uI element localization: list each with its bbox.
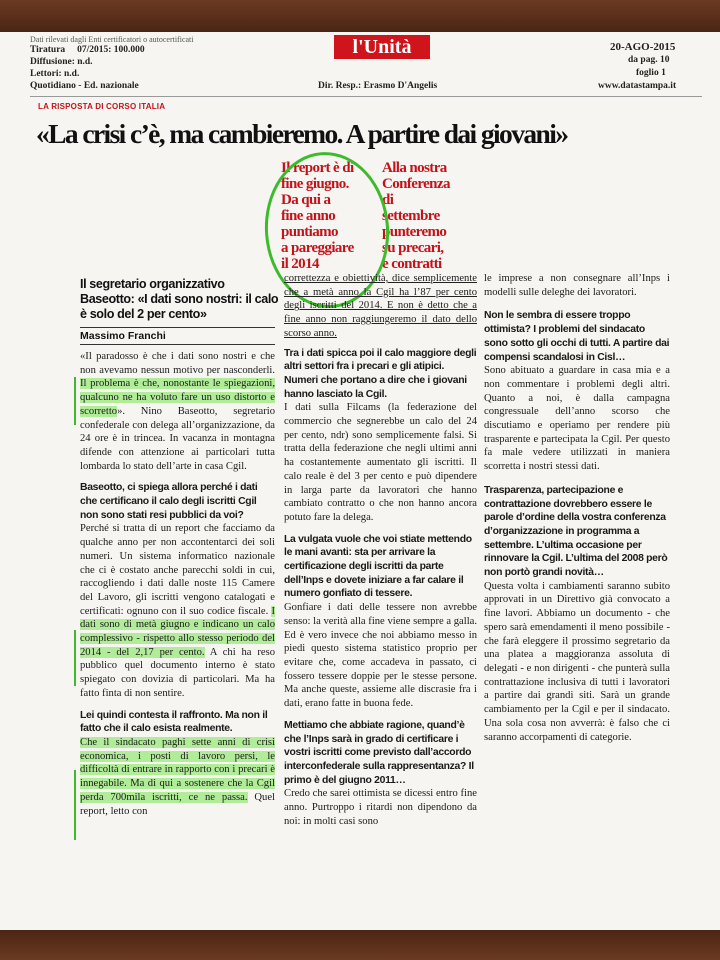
header-divider	[30, 96, 702, 97]
header-date: 20-AGO-2015	[610, 41, 676, 53]
header-tiratura	[30, 45, 145, 55]
header-dir-resp: Dir. Resp.: Erasmo D'Angelis	[318, 81, 438, 91]
subhead-rule	[80, 327, 275, 328]
paragraph: Gonfiare i dati delle tessere non avrebbe senso: la verità alla fine viene sempre a galla. Ed è vero invece che noi abbiamo messo in piedi questo sistema statistico proprio per evitare che, come accadeva in passato, ci fossero tessere doppie per le stesse persone. Ma anche queste, assieme alle discrasie fra i dati, erano fatte in buona fede.	[284, 602, 477, 710]
paragraph	[80, 522, 275, 700]
pull-quote-line: fine anno	[281, 208, 336, 224]
highlighted-text: Che il sindacato paghi sette anni di crisi economica, i posti di lavoro persi, le difficoltà di entrare in rapporto con i precari è innegabile. Ma di qui a sostenere che la Cgil perda 700mila iscritti, ce ne passa.	[80, 736, 275, 803]
text: A chi ha reso pubblico quel documento interno è stato spiegato con dovizia di particolari. Ma ha fatto finta di non sentire.	[80, 646, 275, 699]
pull-quote-right	[382, 160, 482, 272]
text: «Il paradosso è che i dati sono nostri e che non avevamo nessun motivo per nasconderli.	[80, 351, 275, 376]
green-margin-mark	[74, 630, 76, 686]
highlighted-text: Il problema è che, nonostante le spiegazioni, qualcuno ne ha voluto fare un uso distorto e scorretto	[80, 378, 275, 417]
pull-quote-line: il 2014	[281, 256, 319, 272]
pull-quote-line: puntiamo	[281, 224, 338, 240]
pull-quote-line: Da qui a	[281, 192, 331, 208]
kicker: LA RISPOSTA DI CORSO ITALIA	[38, 102, 166, 111]
paragraph: correttezza e obiettività, dice semplicemente che a metà anno la Cgil ha l’87 per cento degli iscritti del 2014. E non è detto che a fine anno non raggiungeremo il dato dello scorso anno.	[284, 273, 477, 339]
question: Mettiamo che abbiate ragione, quand’è che l’Inps sarà in grado di certificare i vostri iscritti come previsto dall’accordo interconfederale sulla rappresentanza? Il primo è del giugno 2011…	[284, 719, 474, 786]
pull-quote-line: di	[382, 192, 394, 208]
green-margin-mark	[74, 377, 76, 425]
question: Non le sembra di essere troppo ottimista? I problemi del sindacato sono sotto gli occhi di tutti. A partire dai compensi scandalosi in Cisl…	[484, 310, 670, 363]
question: La vulgata vuole che voi stiate mettendo le mani avanti: sta per arrivare la certificazione degli iscritti da parte dell’Inps e dovete iniziare a far calare il numero gonfiato di tessere.	[284, 533, 472, 600]
paragraph: I dati sulla Filcams (la federazione del commercio che segnerebbe un calo del 24 per cento, ndr) sono semplicemente falsi. Si tratta della federazione che negli ultimi anni ha costantemente aumentato gli iscritti. Il calo reale è del 3 per cento e può dipendere in larga parte da lavoratori che hanno cambiato contratto o che non hanno ancora potuto fare la delega.	[284, 402, 477, 523]
paragraph	[80, 736, 275, 818]
header-page: da pag. 10	[628, 55, 670, 65]
pull-quote-line: Conferenza	[382, 176, 450, 192]
highlighted-text: I dati sono di metà giugno e indicano un calo complessivo - rispetto allo stesso periodo del 2014 - del 2,17 per cento.	[80, 605, 275, 658]
question: Tra i dati spicca poi il calo maggiore degli altri settori fra i precari e gli atipici. Numeri che portano a dire che i giovani hanno lasciato la Cgil.	[284, 347, 477, 400]
paragraph: le imprese a non consegnare all’Inps i modelli sulle deleghe dei lavoratori.	[484, 273, 670, 298]
paragraph	[80, 350, 275, 473]
pull-quote-line: Alla nostra	[382, 160, 447, 176]
pull-quote-line: punteremo	[382, 224, 447, 240]
newspaper-clipping	[0, 32, 720, 930]
article-column-1	[80, 350, 275, 818]
wood-background-bottom	[0, 930, 720, 960]
headline: «La crisi c’è, ma cambieremo. A partire dai giovani»	[36, 118, 568, 149]
pull-quote-line: Il report è di	[281, 160, 354, 176]
question: Lei quindi contesta il raffronto. Ma non il fatto che il calo esista realmente.	[80, 709, 268, 735]
pull-quote-line: e contratti	[382, 256, 442, 272]
article-column-3	[484, 272, 670, 744]
paragraph: Questa volta i cambiamenti saranno subito approvati in un Direttivo già convocato a fine lavori. Abbiamo un documento - che spero sarà emendamenti il meno possibile - che farà eleggere il prossimo segretario da una platea a maggioranza assoluta di delegati - e non dirigenti - che punterà sulla contrattazione inclusiva di tutti i lavoratori a partire dai grandi siti. Sarà un grande cambiamento per la Cgil e per il sindacato. Una sola cosa non avverrà: è falso che ci saranno accorpamenti di categorie.	[484, 580, 670, 743]
question: Trasparenza, partecipazione e contrattazione dovrebbero essere le parole d’ordine della vostra conferenza d’organizzazione in programma a settembre. L’ultima occasione per rinnovare la Cgil. L’ultima del 2008 però non portò grandi novità…	[484, 484, 668, 579]
text: ». Nino Baseotto, segretario confederale con delega all’organizzazione, da 24 ore è in trincea. In vacanza in montagna difende con attenzione ai particolari tutta lombarda lo stato dell’arte in casa Cgil.	[80, 405, 275, 472]
header-foglio: foglio 1	[636, 68, 666, 78]
text: Quel report, letto con	[80, 791, 275, 817]
pull-quote-line: settembre	[382, 208, 440, 224]
byline-rule	[80, 344, 275, 345]
tiratura-label: Tiratura	[30, 45, 66, 55]
header-diffusione: Diffusione: n.d.	[30, 57, 93, 67]
header-note: Dati rilevati dagli Enti certificatori o autocertificati	[30, 35, 194, 44]
pull-quote-line: su precari,	[382, 240, 444, 256]
byline: Massimo Franchi	[80, 330, 166, 342]
tiratura-value: 07/2015: 100.000	[77, 45, 145, 55]
newspaper-logo: l'Unità	[334, 35, 430, 59]
header-quotidiano: Quotidiano - Ed. nazionale	[30, 81, 139, 91]
wood-background-top	[0, 0, 720, 32]
pull-quote-line: fine giugno.	[281, 176, 349, 192]
subheadline: Il segretario organizzativo Baseotto: «I dati sono nostri: il calo è solo del 2 per cento»	[80, 277, 279, 321]
header-lettori: Lettori: n.d.	[30, 69, 80, 79]
green-margin-mark	[74, 770, 76, 840]
paragraph: Sono abituato a guardare in casa mia e a non commentare i problemi degli altri. Quanto a noi, è dalla campagna congressuale dell’anno scorso che discutiamo e operiamo per rendere più trasparente e partecipata la Cgil. Per questo fa male vedere utilizzati in maniera scorretta i nostri stessi dati.	[484, 365, 670, 473]
text: Perché si tratta di un report che facciamo da qualche anno per non accontentarci dei soli numeri. Un sistema informatico nazionale che ci è costato anche parecchi soldi in cui, raccogliendo i dati dalle noste 115 Camere del Lavoro, gli iscritti vengono catalogati e certificati: ognuno con il suo codice fiscale.	[80, 523, 275, 617]
pull-quote-line: a pareggiare	[281, 240, 354, 256]
header-site: www.datastampa.it	[598, 81, 677, 91]
question: Baseotto, ci spiega allora perché i dati che certificano il calo degli iscritti Cgil non sono stati resi pubblici da voi?	[80, 482, 258, 521]
article-column-2	[284, 272, 477, 828]
paragraph: Credo che sarei ottimista se dicessi entro fine anno. Purtroppo i ritardi non dipendono da noi: in molti casi sono	[284, 788, 477, 827]
